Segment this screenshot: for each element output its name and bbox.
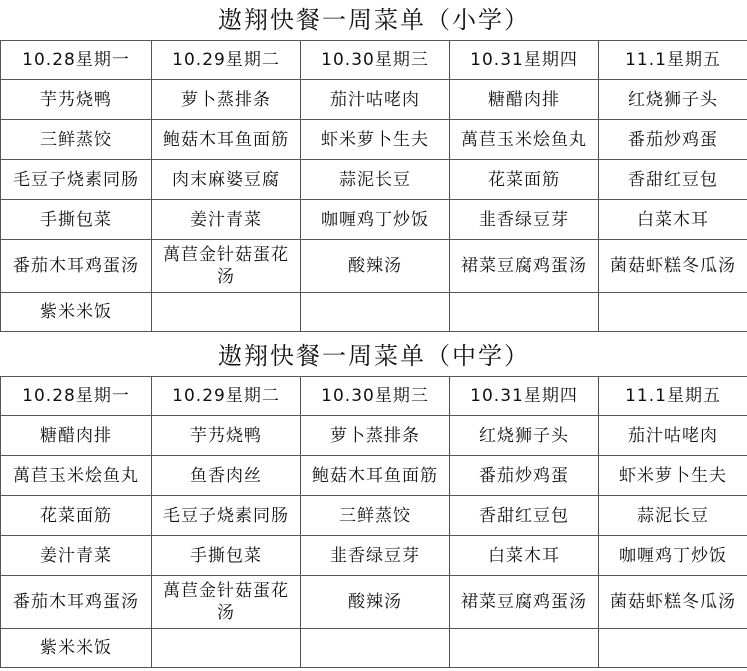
dish-cell: 咖喱鸡丁炒饭 (599, 536, 747, 576)
dish-cell: 香甜红豆包 (599, 160, 747, 200)
dish-cell: 芋艿烧鸭 (152, 416, 301, 456)
dish-cell: 虾米萝卜生夫 (599, 456, 747, 496)
dish-cell: 蒜泥长豆 (301, 160, 450, 200)
dish-cell: 番茄炒鸡蛋 (450, 456, 599, 496)
dish-cell: 番茄炒鸡蛋 (599, 120, 747, 160)
primary-school-menu-table (0, 0, 747, 332)
dish-cell: 糖醋肉排 (450, 80, 599, 120)
dish-cell: 韭香绿豆芽 (450, 200, 599, 240)
dish-cell: 萬苣玉米烩鱼丸 (1, 456, 152, 496)
dish-cell: 鲍菇木耳鱼面筋 (152, 120, 301, 160)
day-header: 10.29星期二 (152, 41, 301, 80)
dish-cell: 花菜面筋 (450, 160, 599, 200)
dish-cell: 萝卜蒸排条 (301, 416, 450, 456)
soup-cell: 菌菇虾糕冬瓜汤 (599, 240, 747, 293)
dish-cell: 毛豆子烧素同肠 (152, 496, 301, 536)
empty-cell (450, 629, 599, 668)
day-header: 10.31星期四 (450, 377, 599, 416)
dish-cell: 鲍菇木耳鱼面筋 (301, 456, 450, 496)
dish-cell: 三鲜蒸饺 (301, 496, 450, 536)
middle-school-menu-table (0, 336, 747, 668)
empty-cell (301, 629, 450, 668)
soup-cell: 酸辣汤 (301, 240, 450, 293)
dish-cell: 花菜面筋 (1, 496, 152, 536)
dish-cell: 韭香绿豆芽 (301, 536, 450, 576)
dish-cell: 茄汁咕咾肉 (599, 416, 747, 456)
dish-cell: 蒜泥长豆 (599, 496, 747, 536)
dish-cell: 白菜木耳 (599, 200, 747, 240)
dish-cell: 毛豆子烧素同肠 (1, 160, 152, 200)
menu-title: 遨翔快餐一周菜单（中学） (1, 336, 747, 377)
staple-cell: 紫米米饭 (1, 293, 152, 332)
dish-cell: 姜汁青菜 (152, 200, 301, 240)
dish-cell: 姜汁青菜 (1, 536, 152, 576)
soup-cell: 酸辣汤 (301, 576, 450, 629)
dish-cell: 茄汁咕咾肉 (301, 80, 450, 120)
empty-cell (152, 629, 301, 668)
day-header: 10.31星期四 (450, 41, 599, 80)
menu-title: 遨翔快餐一周菜单（小学） (1, 0, 747, 41)
day-header: 10.28星期一 (1, 377, 152, 416)
dish-cell: 红烧狮子头 (450, 416, 599, 456)
soup-cell: 番茄木耳鸡蛋汤 (1, 240, 152, 293)
soup-cell: 裙菜豆腐鸡蛋汤 (450, 576, 599, 629)
dish-cell: 萬苣玉米烩鱼丸 (450, 120, 599, 160)
day-header: 11.1星期五 (599, 41, 747, 80)
empty-cell (301, 293, 450, 332)
staple-cell: 紫米米饭 (1, 629, 152, 668)
day-header: 10.30星期三 (301, 377, 450, 416)
dish-cell: 咖喱鸡丁炒饭 (301, 200, 450, 240)
soup-cell: 萬苣金针菇蛋花汤 (152, 240, 301, 293)
day-header: 11.1星期五 (599, 377, 747, 416)
dish-cell: 芋艿烧鸭 (1, 80, 152, 120)
day-header: 10.28星期一 (1, 41, 152, 80)
soup-cell: 菌菇虾糕冬瓜汤 (599, 576, 747, 629)
empty-cell (450, 293, 599, 332)
dish-cell: 手撕包菜 (152, 536, 301, 576)
dish-cell: 糖醋肉排 (1, 416, 152, 456)
dish-cell: 肉末麻婆豆腐 (152, 160, 301, 200)
empty-cell (152, 293, 301, 332)
empty-cell (599, 629, 747, 668)
soup-cell: 萬苣金针菇蛋花汤 (152, 576, 301, 629)
dish-cell: 红烧狮子头 (599, 80, 747, 120)
dish-cell: 萝卜蒸排条 (152, 80, 301, 120)
dish-cell: 虾米萝卜生夫 (301, 120, 450, 160)
dish-cell: 香甜红豆包 (450, 496, 599, 536)
dish-cell: 三鲜蒸饺 (1, 120, 152, 160)
dish-cell: 鱼香肉丝 (152, 456, 301, 496)
soup-cell: 裙菜豆腐鸡蛋汤 (450, 240, 599, 293)
day-header: 10.30星期三 (301, 41, 450, 80)
soup-cell: 番茄木耳鸡蛋汤 (1, 576, 152, 629)
dish-cell: 手撕包菜 (1, 200, 152, 240)
day-header: 10.29星期二 (152, 377, 301, 416)
dish-cell: 白菜木耳 (450, 536, 599, 576)
empty-cell (599, 293, 747, 332)
